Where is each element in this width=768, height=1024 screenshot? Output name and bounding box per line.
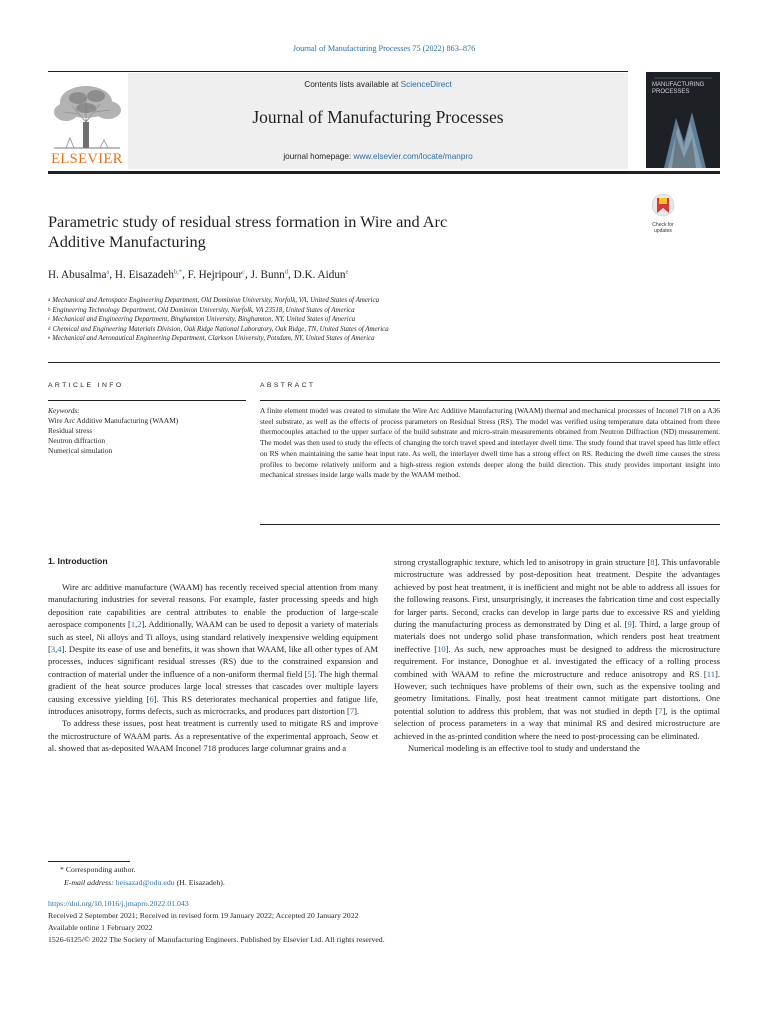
check-for-updates-badge[interactable] xyxy=(646,193,680,233)
paragraph-text: Wire arc additive manufacture (WAAM) has recently received special attention from many manufacturing industries for several reasons. For example, faster processing speeds and high deposition rate capabilities are central attributes to enable the production of large-scale aerospace components [ xyxy=(48,582,378,630)
email-label: E-mail address: xyxy=(64,878,116,887)
citation-link[interactable]: 7 xyxy=(658,705,663,716)
affiliation-text: Mechanical and Aeronautical Engineering Department, Clarkson University, Potsdam, NY, United States of America xyxy=(52,335,375,343)
elsevier-wordmark: ELSEVIER xyxy=(51,151,123,167)
author-1[interactable] xyxy=(48,269,109,281)
journal-reference[interactable]: Journal of Manufacturing Processes 75 (2022) 863–876 xyxy=(292,44,476,53)
affiliation-item xyxy=(48,334,708,344)
homepage-link[interactable]: www.elsevier.com/locate/manpro xyxy=(353,152,473,161)
author-affil-mark[interactable]: c xyxy=(242,268,245,275)
affiliation-item xyxy=(48,315,708,325)
author-name: D.K. Aidun xyxy=(293,268,346,281)
author-affil-mark[interactable]: e xyxy=(345,268,349,275)
keyword-item: Numerical simulation xyxy=(48,446,113,455)
affiliation-item xyxy=(48,296,708,306)
affiliation-text: Mechanical and Aerospace Engineering Department, Old Dominion University, Norfolk, VA, United States of America xyxy=(52,297,380,304)
left-column xyxy=(48,581,378,755)
doi-link[interactable]: https://doi.org/10.1016/j.jmapro.2022.01.043 xyxy=(48,899,189,908)
journal-cover-thumbnail[interactable] xyxy=(646,72,720,168)
paper-title-line2: Additive Manufacturing xyxy=(48,232,206,251)
citation-link[interactable]: 9 xyxy=(627,619,632,630)
keywords-block xyxy=(48,406,248,456)
affiliation-item xyxy=(48,306,708,316)
author-name: F. Hejripour xyxy=(187,268,243,281)
intro-paragraph-1 xyxy=(48,581,378,717)
author-4[interactable] xyxy=(251,269,288,281)
affiliation-text: Chemical and Engineering Materials Division, Oak Ridge National Laboratory, Oak Ridge, TN, United States of America xyxy=(52,325,389,333)
author-2[interactable] xyxy=(115,269,182,281)
email-suffix: (H. Eisazadeh). xyxy=(174,878,225,887)
author-5[interactable] xyxy=(294,269,349,281)
paragraph-text: ]. As such, new approaches must be designed to address the microstructure requirement. For instance, Donoghue et al. investigated the efficacy of a rolling process combined with WAAM to refine the microstructure and reduce anisotropy and RS [ xyxy=(394,643,720,679)
author-name: H. Abusalma xyxy=(48,268,107,281)
intro-paragraph-continued xyxy=(394,556,720,742)
badge-label: Check for updates xyxy=(652,222,674,234)
citation-link[interactable]: 2 xyxy=(137,619,142,630)
keywords-label: Keywords: xyxy=(48,406,80,415)
email-link[interactable]: heisazad@odu.edu xyxy=(115,878,175,887)
author-list: H. Abusalma$^a$, H. Eisazadeh$^{b,*}$, F. Hejripour$^c$, J. Bunn$^d$, D.K. Aidun$^e$ xyxy=(48,268,349,281)
paragraph-text: ]. The high thermal gradient of the heat source produces large local stresses that cascades over multiple layers causing excessive yielding [ xyxy=(48,668,378,704)
affiliation-item xyxy=(48,325,708,335)
affiliations xyxy=(48,296,708,344)
author-name: J. Bunn xyxy=(250,268,285,281)
bookmark-icon xyxy=(646,193,680,217)
copyright-line: 1526-6125/© 2022 The Society of Manufacturing Engineers. Published by Elsevier Ltd. All rights reserved. xyxy=(48,935,385,944)
keyword-item: Residual stress xyxy=(48,426,93,435)
paragraph-text: ]. Additionally, WAAM can be used to deposit a variety of materials such as steel, Ni alloys and Ti alloys, using standard relatively inexpensive welding equipment [ xyxy=(48,619,378,655)
right-column xyxy=(394,556,720,755)
abstract-text: A finite element model was created to simulate the Wire Arc Additive Manufacturing (WAAM) thermal and mechanical processes of Inconel 718 on a A36 steel substrate, as well as the effects of process parameters on Residual Stress (RS). The model was verified using temperature data obtained from three thermocouples attached to the upper surface of the build substrate and micro-strain measurements obtained from Neutron Diffraction (ND) measurement. The model was then used to study the effects of changing the torch travel speed and interlayer dwell time. The study found that travel speed has little effect on RS when maintaining the same heat input rate. As well, the interlayer dwell time has a strong effect on RS. Reducing the dwell time causes the stress profiles to become relatively uniform and a high-stress region extends deeper along the build direction. This study provides important insight into mechanical stresses inside large walls made by the WAAM method. xyxy=(260,406,720,480)
cover-title: MANUFACTURING PROCESSES xyxy=(652,82,705,95)
author-affil-mark[interactable]: a xyxy=(106,268,110,275)
email-line xyxy=(64,877,744,888)
paragraph-text: ]. This RS deteriorates mechanical properties and fatigue life, introduces anisotropy, forms defects, such as microcracks, and produces part distortion [ xyxy=(48,693,378,717)
citation-link[interactable]: 6 xyxy=(149,693,154,704)
paragraph-text: strong crystallographic texture, which led to anisotropy in grain structure [ xyxy=(394,557,651,567)
section-divider xyxy=(48,362,720,363)
keyword-item: Wire Arc Additive Manufacturing (WAAM) xyxy=(48,416,179,425)
header-top-rule xyxy=(48,71,628,72)
affiliation-text: Engineering Technology Department, Old Dominion University, Norfolk, VA 23518, United States of America xyxy=(52,306,355,314)
journal-homepage xyxy=(128,152,628,161)
paragraph-text: ]. This unfavorable microstructure was addressed by post-deposition heat treatment. Despite the advantages achieved by post heat treatment, it is inefficient and might not be able to address all issues for the following reasons. First, unsurprisingly, it increases the fabrication time and cost especially for larger parts. Second, cracks can develop in large parts due to excessive RS and yielding during the manufacturing process as demonstrated by Ding et al. [ xyxy=(394,557,720,630)
journal-title: Journal of Manufacturing Processes xyxy=(252,107,504,127)
paper-title xyxy=(48,212,608,252)
author-affil-mark[interactable]: b,* xyxy=(173,268,183,275)
abstract-bottom-rule xyxy=(260,524,720,525)
affiliation-mark: b xyxy=(48,307,51,313)
abstract-heading: ABSTRACT xyxy=(260,382,316,389)
citation-link[interactable]: 10 xyxy=(437,643,446,654)
citation-link[interactable]: 11 xyxy=(706,668,716,679)
affiliation-mark: e xyxy=(48,336,51,342)
paragraph-text: ]. xyxy=(354,706,360,717)
paragraph-text: ]. However, such techniques have problems of their own, such as the expensive tooling and geometry limitations. Finally, post heat treatment cannot mitigate part distortions. One potential solution to address this problem, that was not studied in depth [ xyxy=(394,668,720,716)
header-bottom-rule xyxy=(48,171,720,174)
citation-link[interactable]: 1 xyxy=(130,619,136,630)
paragraph-text: ]. Third, a large group of materials does not undergo solid phase transformation, which renders post heat treatment ineffective [ xyxy=(394,619,720,654)
contents-line xyxy=(128,79,628,89)
article-info-rule xyxy=(48,400,246,401)
homepage-label: journal homepage: xyxy=(283,152,354,161)
section-heading-introduction: 1. Introduction xyxy=(48,556,108,566)
intro-paragraph-3: Numerical modeling is an effective tool to study and understand the xyxy=(408,743,640,754)
affiliation-mark: d xyxy=(48,326,51,332)
affiliation-text: Mechanical and Engineering Department, Binghamton University, Binghamton, NY, United States of America xyxy=(52,316,356,324)
citation-link[interactable]: 8 xyxy=(650,557,655,567)
paragraph-text: , xyxy=(55,644,58,655)
received-dates: Received 2 September 2021; Received in revised form 19 January 2022; Accepted 20 January 2022 xyxy=(48,911,359,920)
author-name: H. Eisazadeh xyxy=(114,268,174,281)
paper-title-line1: Parametric study of residual stress formation in Wire and Arc xyxy=(48,212,448,231)
affiliation-mark: a xyxy=(48,298,51,303)
citation-link[interactable]: 3 xyxy=(50,644,56,655)
paragraph-text: ]. Despite its ease of use and benefits, it was shown that WAAM, like all other types of AM processes, induces significant residual stresses (RS) due to the constrained expansion and contraction of material under the influence of a non-uniform thermal field [ xyxy=(48,644,378,679)
author-affil-mark[interactable]: d xyxy=(284,268,289,275)
author-3[interactable] xyxy=(188,269,245,281)
citation-link[interactable]: 7 xyxy=(349,706,355,717)
article-info-heading: ARTICLE INFO xyxy=(48,382,124,389)
keyword-item: Neutron diffraction xyxy=(48,436,106,445)
sciencedirect-link[interactable]: ScienceDirect xyxy=(400,79,452,89)
citation-link[interactable]: 5 xyxy=(307,668,312,679)
available-online-date: Available online 1 February 2022 xyxy=(48,923,153,932)
intro-paragraph-2: To address these issues, post heat treatment is currently used to mitigate RS and improve the microstructure of WAAM parts. As a representative of the experimental approach, Seow et al. showed that as-deposited WAAM Inconel 718 produces large columnar grains and a xyxy=(48,718,378,754)
abstract-rule xyxy=(260,400,720,401)
contents-prefix: Contents lists available at xyxy=(304,79,401,89)
affiliation-mark: c xyxy=(48,317,51,323)
paragraph-text: ], is the optimal selection of process parameters in a way that minimal RS and desired microstructure are achieved in the as-printed condition where the need to post-processing can be eliminated. xyxy=(394,705,720,741)
citation-link[interactable]: 4 xyxy=(57,644,62,655)
corresponding-author-note: * Corresponding author. xyxy=(60,865,136,874)
paragraph-text: , xyxy=(135,619,138,630)
footnote-rule xyxy=(48,861,130,862)
